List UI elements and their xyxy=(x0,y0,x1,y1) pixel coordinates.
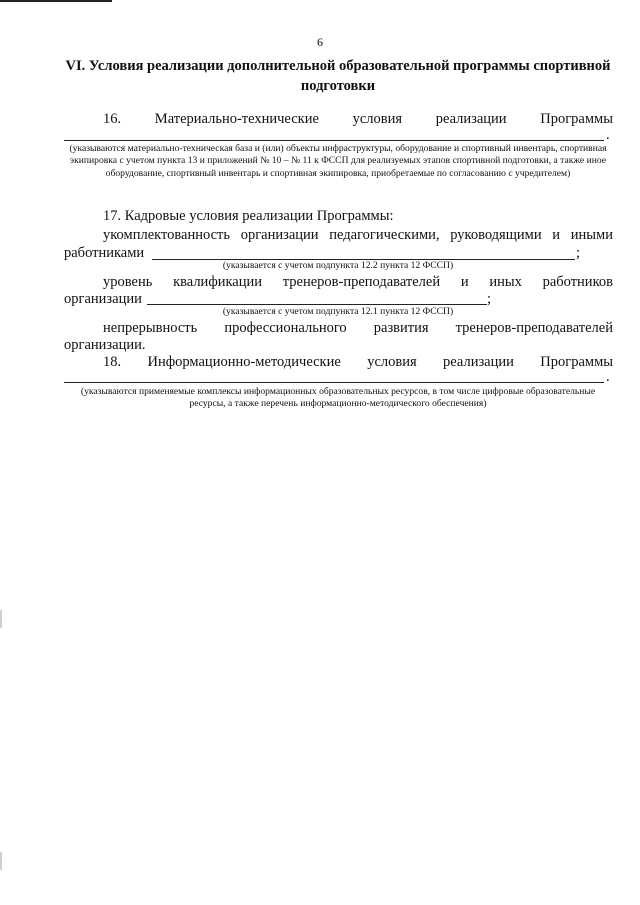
item18-word: 18. xyxy=(103,354,122,370)
qualification-word: квалификации xyxy=(173,274,263,290)
page-number: 6 xyxy=(317,35,323,49)
staffing-word: и xyxy=(552,227,561,243)
staffing-line xyxy=(103,226,613,244)
qualification-fill-line xyxy=(147,304,487,305)
item16-fill-line xyxy=(64,140,604,141)
item16-end: . xyxy=(606,127,610,143)
qualification-line xyxy=(103,273,613,291)
qualification-word: работников xyxy=(542,274,613,290)
staffing-word: руководящими xyxy=(450,227,542,243)
qualification-word: и xyxy=(460,274,469,290)
item18-note: (указываются применяемые комплексы информационных образовательных ресурсов, в том числе цифровые образовательные ресурсы, а также перечень информационно-методического обеспечения) xyxy=(80,386,596,410)
staffing-word: иными xyxy=(570,227,613,243)
item18-end: . xyxy=(606,369,610,385)
scan-margin-mark xyxy=(0,610,2,628)
item16-heading xyxy=(103,110,613,128)
section-title: VI. Условия реализации дополнительной образовательной программы спортивной подготовки xyxy=(65,58,611,94)
item18-word: реализации xyxy=(443,354,514,370)
qualification-word: иных xyxy=(489,274,522,290)
qualification-word: уровень xyxy=(103,274,153,290)
item17-heading: 17. Кадровые условия реализации Программы: xyxy=(103,208,394,224)
item16-word: 16. xyxy=(103,111,122,127)
development-word: тренеров-преподавателей xyxy=(455,320,613,336)
item18-fill-line xyxy=(64,382,604,383)
development-line xyxy=(103,319,613,337)
staffing-end: ; xyxy=(576,245,581,261)
staffing-word: укомплектованность xyxy=(103,227,230,243)
top-rule xyxy=(0,0,112,2)
item18-word: Программы xyxy=(540,354,613,370)
item18-word: Информационно-методические xyxy=(147,354,341,370)
staffing-word: организации xyxy=(240,227,319,243)
qualification-word: тренеров-преподавателей xyxy=(282,274,441,290)
development-word: непрерывность xyxy=(103,320,198,336)
qualification-label: организации xyxy=(64,291,142,307)
development-label: организации. xyxy=(64,337,146,353)
staffing-label: работниками xyxy=(64,245,145,261)
item16-word: реализации xyxy=(435,111,507,127)
staffing-note: (указывается с учетом подпункта 12.2 пункта 12 ФССП) xyxy=(222,260,454,271)
item16-word: Материально-технические xyxy=(154,111,319,127)
item16-word: условия xyxy=(352,111,403,127)
item16-note: (указываются материально-техническая база и (или) объекты инфраструктуры, оборудование и спортивный инвентарь, спортивная экипировка с учетом пункта 13 и приложений № 10 – № 11 к ФССП для реализуемых этапов спортивной подготовки, а также иное оборудование, спортивный инвентарь и спортивная экипировка, приобретаемые по согласованию с учредителем) xyxy=(69,143,607,179)
scan-margin-mark xyxy=(0,852,2,870)
development-word: профессионального xyxy=(224,320,347,336)
qualification-end: ; xyxy=(487,291,492,307)
development-word: развития xyxy=(373,320,429,336)
staffing-word: педагогическими, xyxy=(329,227,440,243)
item16-word: Программы xyxy=(540,111,613,127)
item18-heading xyxy=(103,353,613,371)
qualification-note: (указывается с учетом подпункта 12.1 пункта 12 ФССП) xyxy=(222,306,454,317)
item18-word: условия xyxy=(367,354,417,370)
